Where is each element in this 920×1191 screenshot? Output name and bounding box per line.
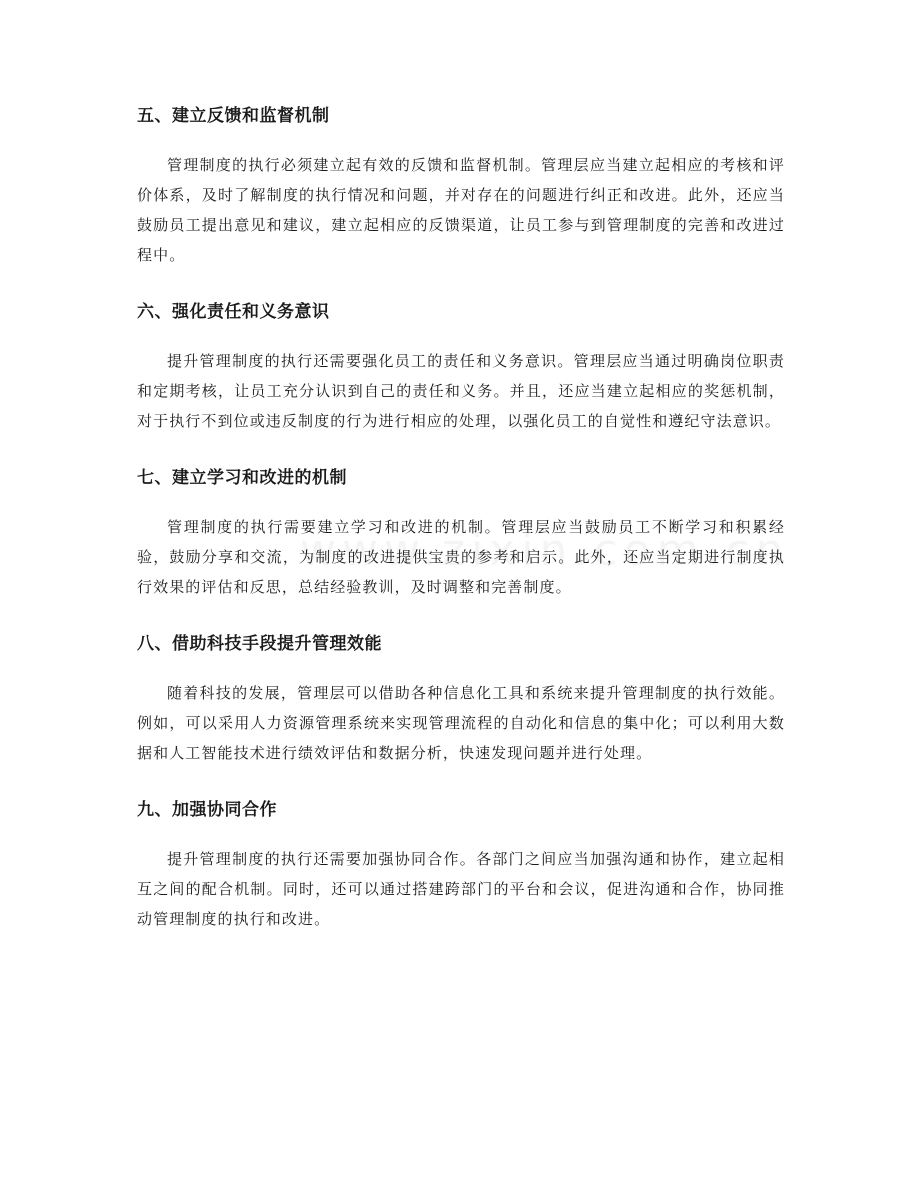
section-heading: 九、加强协同合作 xyxy=(137,800,277,820)
section-paragraph: 提升管理制度的执行还需要强化员工的责任和义务意识。管理层应当通过明确岗位职责和定期考核，让员工充分认识到自己的责任和义务。并且，还应当建立起相应的奖惩机制，对于执行不到位或违反制度的行为进行相应的处理，以强化员工的自觉性和遵纪守法意识。 xyxy=(137,352,785,430)
section-paragraph: 提升管理制度的执行还需要加强协同合作。各部门之间应当加强沟通和协作，建立起相互之间的配合机制。同时，还可以通过搭建跨部门的平台和会议，促进沟通和合作，协同推动管理制度的执行和改进。 xyxy=(137,850,785,928)
section-5 xyxy=(137,103,785,270)
section-6 xyxy=(137,299,785,436)
section-heading: 八、借助科技手段提升管理效能 xyxy=(137,634,382,654)
section-paragraph: 管理制度的执行必须建立起有效的反馈和监督机制。管理层应当建立起相应的考核和评价体系，及时了解制度的执行情况和问题，并对存在的问题进行纠正和改进。此外，还应当鼓励员工提出意见和建议，建立起相应的反馈渠道，让员工参与到管理制度的完善和改进过程中。 xyxy=(137,156,785,264)
section-7 xyxy=(137,465,785,602)
section-heading: 五、建立反馈和监督机制 xyxy=(137,106,330,126)
section-paragraph: 管理制度的执行需要建立学习和改进的机制。管理层应当鼓励员工不断学习和积累经验，鼓励分享和交流，为制度的改进提供宝贵的参考和启示。此外，还应当定期进行制度执行效果的评估和反思，总结经验教训，及时调整和完善制度。 xyxy=(137,518,785,596)
section-8 xyxy=(137,631,785,768)
section-paragraph: 随着科技的发展，管理层可以借助各种信息化工具和系统来提升管理制度的执行效能。例如，可以采用人力资源管理系统来实现管理流程的自动化和信息的集中化；可以利用大数据和人工智能技术进行绩效评估和数据分析，快速发现问题并进行处理。 xyxy=(137,684,785,762)
document-body xyxy=(137,103,785,963)
section-heading: 六、强化责任和义务意识 xyxy=(137,302,330,322)
section-9 xyxy=(137,797,785,934)
section-heading: 七、建立学习和改进的机制 xyxy=(137,468,347,488)
